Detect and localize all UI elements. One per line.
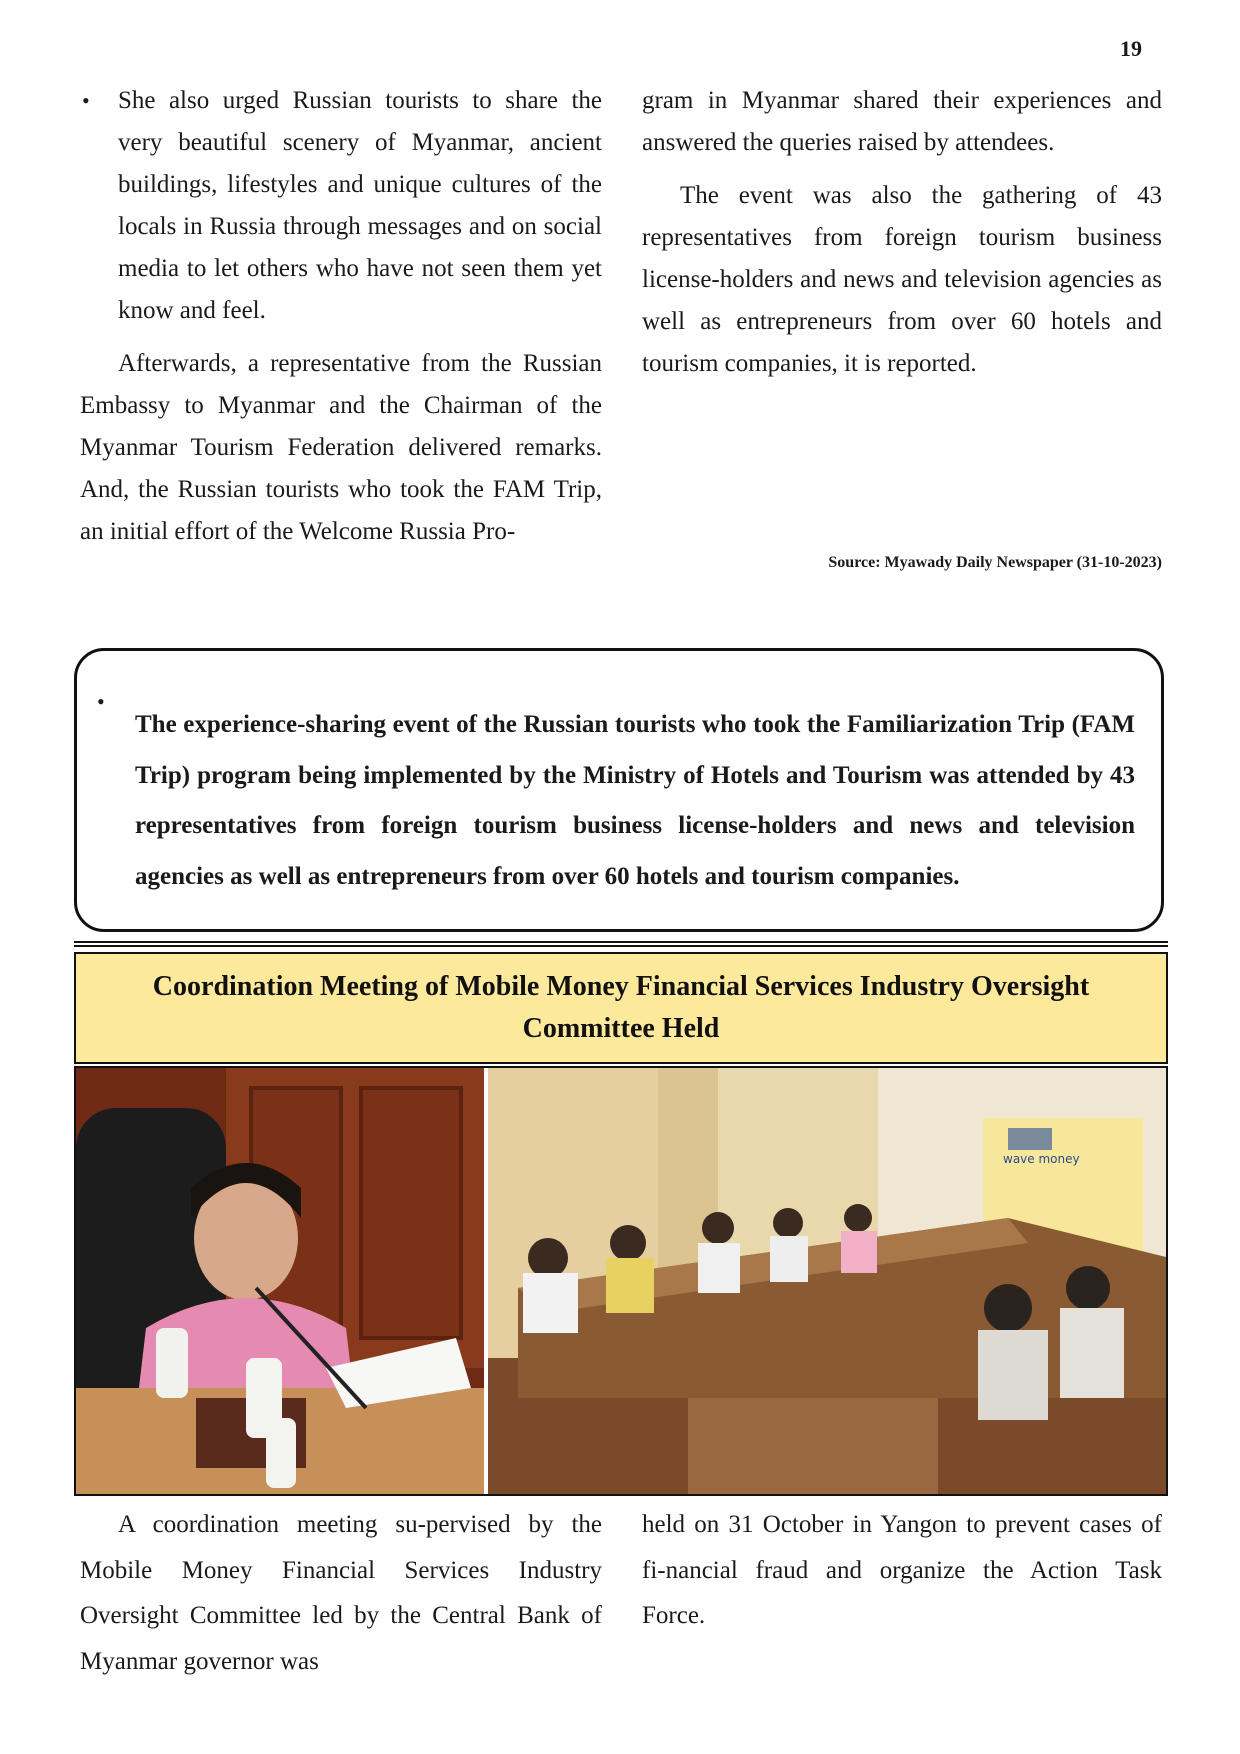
screen-brand-text: wave money	[1003, 1152, 1080, 1166]
article1-left-column: • She also urged Russian tourists to share the very beautiful scenery of Myanmar, ancient buildings, lifestyles and unique cultures of the locals in Russia through messages and on social media to let others who have not seen them yet know and feel. Afterwards, a representative from the Russian Embassy to Myanmar and the Chairman of the Myanmar Tourism Federation delivered remarks. And, the Russian tourists who took the FAM Trip, an initial effort of the Welcome Russia Pro-	[80, 80, 602, 553]
bullet-dot-icon: •	[82, 88, 90, 113]
photo-meeting-room	[484, 1068, 1168, 1494]
photo-strip	[74, 1066, 1168, 1496]
page-number: 19	[1120, 36, 1142, 61]
article1-right-column: gram in Myanmar shared their experiences and answered the queries raised by attendees. The event was also the gathering of 43 representatives from foreign tourism business license-holders and news and television agencies as well as entrepreneurs from over 60 hotels and tourism companies, it is reported.	[642, 87, 1162, 377]
article2-headline-box	[74, 952, 1168, 1064]
article2-headline: Coordination Meeting of Mobile Money Financial Services Industry Oversight Committee Held	[152, 971, 1090, 1044]
summary-box	[74, 648, 1164, 932]
article1-source: Source: Myawady Daily Newspaper (31-10-2023)	[828, 554, 1162, 571]
section-divider	[74, 941, 1168, 943]
article2-right-column: held on 31 October in Yangon to prevent cases of fi-nancial fraud and organize the Action Task Force.	[642, 1511, 1162, 1629]
article2-left-column: A coordination meeting su-pervised by the Mobile Money Financial Services Industry Oversight Committee led by the Central Bank of Myanmar governor was	[80, 1511, 602, 1675]
summary-text: The experience-sharing event of the Russian tourists who took the Familiarization Trip (FAM Trip) program being implemented by the Ministry of Hotels and Tourism was attended by 43 representatives from foreign tourism business license-holders and news and television agencies as well as entrepreneurs from over 60 hotels and tourism companies.	[135, 711, 1135, 890]
photo-governor-at-desk	[76, 1068, 484, 1494]
section-divider	[74, 945, 1168, 947]
article1-bullet-item: • She also urged Russian tourists to share the very beautiful scenery of Myanmar, ancient buildings, lifestyles and unique cultures of the locals in Russia through messages and on social media to let others who have not seen them yet know and feel.	[80, 80, 602, 332]
bullet-dot-icon: •	[97, 689, 105, 714]
